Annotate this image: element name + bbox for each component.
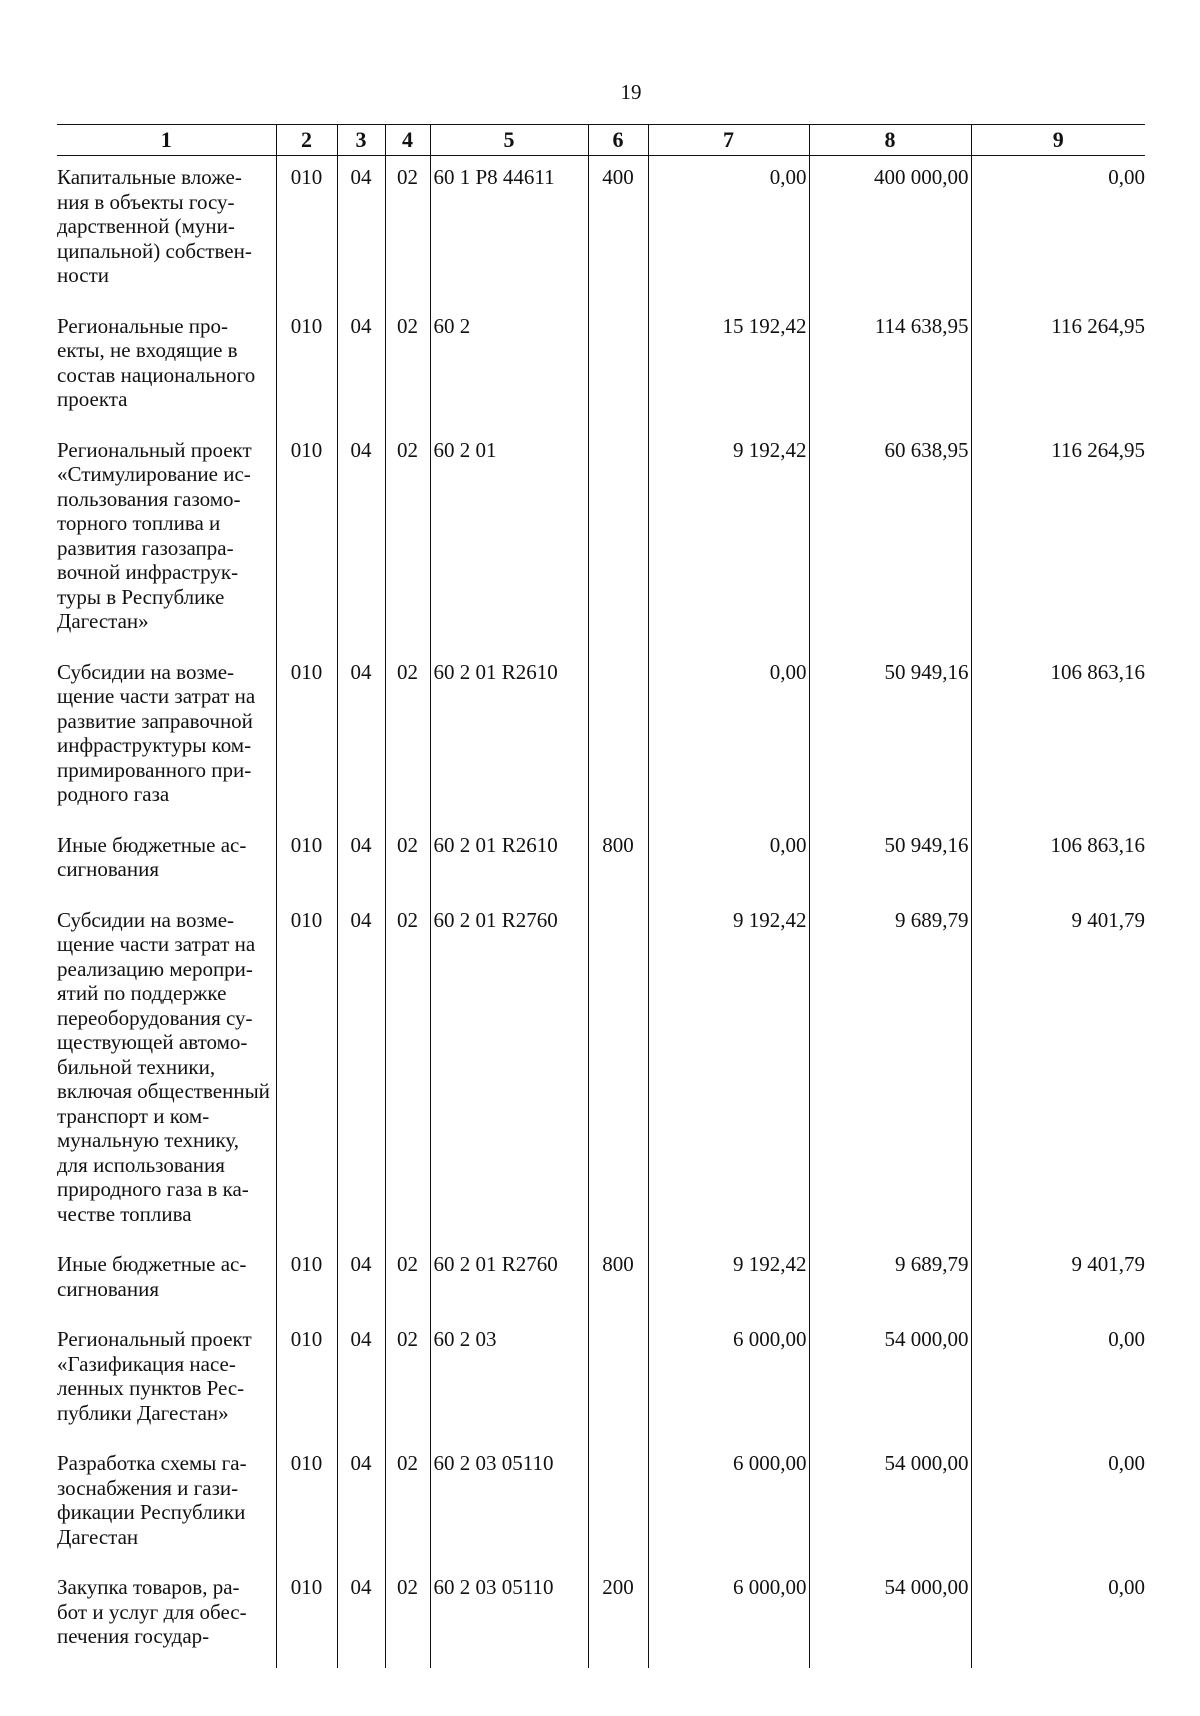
cell-name-line: Субсидии на возме- (57, 907, 235, 932)
cell-name-line: сигнования (57, 1276, 160, 1301)
cell-col-4: 02 (385, 833, 430, 908)
table-header (57, 125, 1145, 156)
cell-col-5: 60 2 03 05110 (430, 1451, 588, 1575)
cell-col-8: 60 638,95 (809, 438, 971, 660)
cell-col-7: 6 000,00 (648, 1575, 809, 1668)
cell-col-5: 60 2 01 R2760 (430, 908, 588, 1253)
cell-col-2: 010 (276, 908, 337, 1253)
cell-col-3: 04 (337, 156, 385, 314)
cell-name-line: фикации Республики (57, 1500, 246, 1524)
cell-col-4: 02 (385, 1252, 430, 1327)
cell-name-line: для использования (57, 1152, 225, 1177)
header-col-5: 5 (430, 125, 588, 156)
cell-col-3: 04 (337, 908, 385, 1253)
cell-name-line: мунальную технику, (57, 1128, 240, 1152)
cell-name-line: ния в объекты госу- (57, 189, 235, 214)
cell-col-2: 010 (276, 660, 337, 833)
cell-name-line: природного газа в ка- (57, 1177, 249, 1201)
cell-name-line: Региональный проект (57, 437, 252, 462)
cell-col-9: 0,00 (971, 156, 1145, 314)
cell-name-line: развитие заправочной (57, 708, 253, 733)
header-row (57, 125, 1145, 156)
cell-col-6 (588, 1451, 648, 1575)
cell-col-2: 010 (276, 1252, 337, 1327)
cell-col-6 (588, 1327, 648, 1451)
cell-name-line: дарственной (муни- (57, 214, 235, 238)
cell-name-line: щение части затрат на (57, 932, 256, 956)
cell-name-line: туры в Республике (57, 584, 225, 609)
cell-col-8: 114 638,95 (809, 314, 971, 438)
cell-col-6: 800 (588, 1252, 648, 1327)
cell-col-7: 0,00 (648, 660, 809, 833)
cell-col-8: 9 689,79 (809, 1252, 971, 1327)
cell-col-4: 02 (385, 156, 430, 314)
cell-name-line: Дагестан (57, 1524, 139, 1549)
cell-col-6: 800 (588, 833, 648, 908)
cell-col-2: 010 (276, 1451, 337, 1575)
cell-name-line: Капитальные вложе- (57, 165, 242, 189)
table-row (57, 1327, 1145, 1451)
cell-col-6: 200 (588, 1575, 648, 1668)
cell-name-line: Закупка товаров, ра- (57, 1575, 240, 1599)
cell-col-8: 9 689,79 (809, 908, 971, 1253)
cell-name-line: сигнования (57, 857, 160, 881)
cell-name-line: зоснабжения и гази- (57, 1475, 239, 1500)
cell-name-line: Региональные про- (57, 313, 229, 338)
cell-col-7: 6 000,00 (648, 1451, 809, 1575)
cell-col-6 (588, 438, 648, 660)
cell-col-5: 60 2 03 (430, 1327, 588, 1451)
cell-col-4: 02 (385, 314, 430, 438)
table-row (57, 1451, 1145, 1575)
cell-name-line: вочной инфраструк- (57, 560, 239, 584)
cell-col-9: 106 863,16 (971, 660, 1145, 833)
cell-name (57, 1575, 276, 1668)
cell-col-4: 02 (385, 660, 430, 833)
cell-name (57, 1451, 276, 1575)
header-col-7: 7 (648, 125, 809, 156)
table-row (57, 156, 1145, 314)
cell-col-9: 0,00 (971, 1327, 1145, 1451)
cell-col-5: 60 2 03 05110 (430, 1575, 588, 1668)
cell-col-6 (588, 908, 648, 1253)
cell-col-5: 60 2 01 R2610 (430, 833, 588, 908)
cell-col-3: 04 (337, 1451, 385, 1575)
header-col-2: 2 (276, 125, 337, 156)
cell-name-line: бильной техники, (57, 1054, 216, 1079)
cell-col-4: 02 (385, 1451, 430, 1575)
cell-name (57, 908, 276, 1253)
table-row (57, 1575, 1145, 1668)
cell-col-2: 010 (276, 1327, 337, 1451)
cell-col-3: 04 (337, 660, 385, 833)
cell-name-line: Разработка схемы га- (57, 1451, 247, 1475)
header-col-4: 4 (385, 125, 430, 156)
cell-col-9: 9 401,79 (971, 908, 1145, 1253)
table-row (57, 438, 1145, 660)
header-col-1: 1 (57, 125, 276, 156)
cell-name-line: торного топлива и (57, 511, 221, 535)
cell-col-3: 04 (337, 1252, 385, 1327)
cell-col-2: 010 (276, 438, 337, 660)
cell-col-3: 04 (337, 1575, 385, 1668)
header-col-3: 3 (337, 125, 385, 156)
table-row (57, 908, 1145, 1253)
cell-col-7: 0,00 (648, 156, 809, 314)
cell-name (57, 833, 276, 908)
cell-name-line: ятий по поддержке (57, 981, 227, 1005)
cell-col-7: 9 192,42 (648, 438, 809, 660)
cell-col-8: 50 949,16 (809, 833, 971, 908)
cell-col-7: 15 192,42 (648, 314, 809, 438)
table-row (57, 1252, 1145, 1327)
cell-col-7: 9 192,42 (648, 1252, 809, 1327)
cell-col-5: 60 2 01 R2610 (430, 660, 588, 833)
cell-col-3: 04 (337, 833, 385, 908)
cell-col-8: 400 000,00 (809, 156, 971, 314)
cell-name-line: развития газозапра- (57, 535, 234, 560)
cell-name-line: щение части затрат на (57, 684, 256, 708)
cell-name (57, 314, 276, 438)
cell-col-6 (588, 314, 648, 438)
cell-col-5: 60 2 (430, 314, 588, 438)
cell-name-line: ности (57, 263, 109, 287)
header-col-8: 8 (809, 125, 971, 156)
cell-name (57, 660, 276, 833)
cell-col-2: 010 (276, 1575, 337, 1668)
cell-name-line: транспорт и ком- (57, 1103, 210, 1128)
cell-col-9: 116 264,95 (971, 314, 1145, 438)
cell-name-line: Субсидии на возме- (57, 659, 235, 684)
cell-col-4: 02 (385, 438, 430, 660)
cell-name-line: пользования газомо- (57, 486, 241, 511)
table-row (57, 660, 1145, 833)
cell-name-line: состав национального (57, 362, 256, 387)
cell-col-2: 010 (276, 156, 337, 314)
cell-name-line: Иные бюджетные ас- (57, 832, 247, 857)
cell-name-line: родного газа (57, 782, 170, 806)
cell-col-9: 9 401,79 (971, 1252, 1145, 1327)
cell-name-line: публики Дагестан» (57, 1400, 229, 1425)
cell-col-5: 60 1 P8 44611 (430, 156, 588, 314)
cell-name-line: екты, не входящие в (57, 338, 238, 362)
cell-name-line: ществующей автомо- (57, 1030, 248, 1054)
cell-name-line: Иные бюджетные ас- (57, 1252, 247, 1276)
cell-col-8: 54 000,00 (809, 1327, 971, 1451)
cell-col-7: 9 192,42 (648, 908, 809, 1253)
cell-col-5: 60 2 01 (430, 438, 588, 660)
cell-name-line: «Газификация насе- (57, 1351, 236, 1376)
cell-col-7: 6 000,00 (648, 1327, 809, 1451)
cell-col-2: 010 (276, 833, 337, 908)
cell-col-9: 106 863,16 (971, 833, 1145, 908)
cell-name-line: реализацию меропри- (57, 956, 253, 981)
cell-col-4: 02 (385, 908, 430, 1253)
cell-col-9: 0,00 (971, 1575, 1145, 1668)
cell-name-line: Региональный проект (57, 1327, 252, 1351)
page-number: 19 (620, 80, 642, 104)
cell-name-line: бот и услуг для обес- (57, 1599, 247, 1624)
cell-col-3: 04 (337, 1327, 385, 1451)
table-body (57, 156, 1145, 1669)
cell-name-line: проекта (57, 387, 128, 411)
cell-col-7: 0,00 (648, 833, 809, 908)
budget-table (57, 124, 1145, 1668)
table-row (57, 833, 1145, 908)
cell-name-line: примированного при- (57, 757, 252, 782)
cell-name-line: ленных пунктов Рес- (57, 1376, 245, 1400)
cell-col-9: 116 264,95 (971, 438, 1145, 660)
cell-col-4: 02 (385, 1327, 430, 1451)
cell-name-line: включая общественный (57, 1079, 270, 1103)
cell-name-line: переоборудования су- (57, 1005, 253, 1030)
cell-col-2: 010 (276, 314, 337, 438)
cell-col-8: 54 000,00 (809, 1451, 971, 1575)
cell-col-6: 400 (588, 156, 648, 314)
cell-name-line: печения государ- (57, 1624, 210, 1648)
cell-col-8: 54 000,00 (809, 1575, 971, 1668)
cell-col-9: 0,00 (971, 1451, 1145, 1575)
cell-name (57, 1327, 276, 1451)
table-row (57, 314, 1145, 438)
cell-name-line: инфраструктуры ком- (57, 733, 252, 757)
cell-col-4: 02 (385, 1575, 430, 1668)
header-col-6: 6 (588, 125, 648, 156)
cell-name (57, 438, 276, 660)
cell-name-line: «Стимулирование ис- (57, 462, 251, 486)
cell-name-line: ципальной) собствен- (57, 238, 252, 263)
cell-col-8: 50 949,16 (809, 660, 971, 833)
cell-name-line: Дагестан» (57, 609, 149, 633)
header-col-9: 9 (971, 125, 1145, 156)
cell-col-5: 60 2 01 R2760 (430, 1252, 588, 1327)
cell-name (57, 156, 276, 314)
cell-col-3: 04 (337, 314, 385, 438)
cell-col-3: 04 (337, 438, 385, 660)
cell-name (57, 1252, 276, 1327)
cell-col-6 (588, 660, 648, 833)
cell-name-line: честве топлива (57, 1201, 192, 1226)
